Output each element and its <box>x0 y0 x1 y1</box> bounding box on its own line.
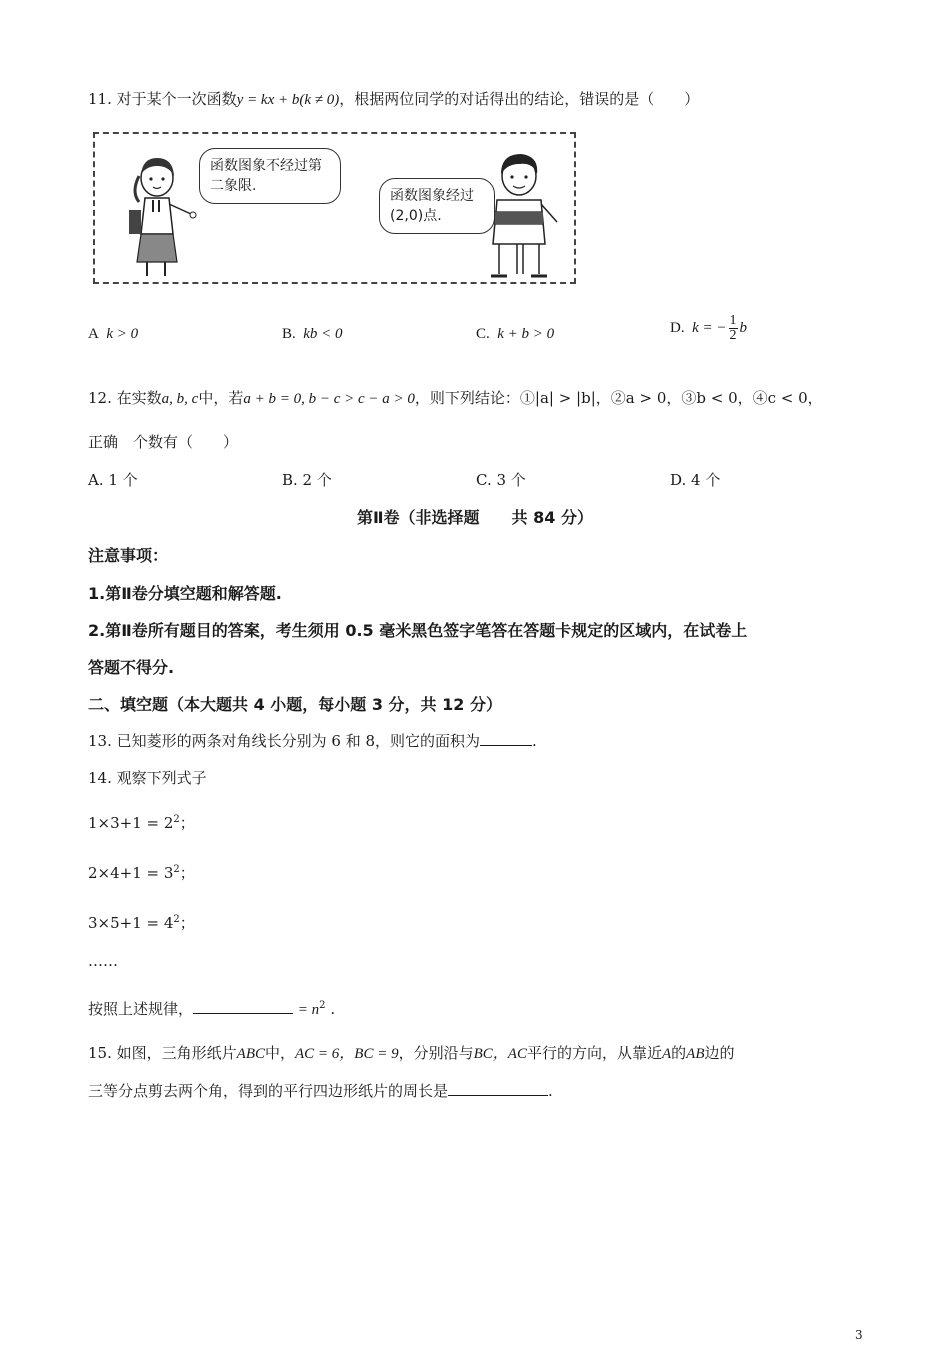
q14-rule-end: . <box>330 1000 336 1018</box>
boy-figure <box>479 148 569 280</box>
equation-separator: ； <box>179 864 195 882</box>
q15-text-2: 三等分点剪去两个角，得到的平行四边形纸片的周长是 <box>88 1082 449 1100</box>
section-title: 第Ⅱ卷（非选择题 共 84 分） <box>357 508 593 527</box>
q13-number: 13. <box>88 732 112 750</box>
q14-ellipsis: …… <box>88 952 118 970</box>
q14-rule-exponent: 2 <box>319 1000 326 1011</box>
q15-triangle: ABC <box>236 1046 265 1062</box>
q11-option-b-text: kb < 0 <box>303 326 343 342</box>
notice-item-2: 2.第Ⅱ卷所有题目的答案，考生须用 0.5 毫米黑色签字笔答在答题卡规定的区域内，在试卷上 <box>88 621 748 640</box>
q14-rule-rhs: = n <box>297 1002 320 1018</box>
q11-option-d-tail: b <box>739 319 747 336</box>
q15-number: 15. <box>88 1044 112 1062</box>
q11-stem-text: 对于某个一次函数 <box>116 90 237 108</box>
q14-text: 观察下列式子 <box>116 769 207 787</box>
q15-point-a: A <box>661 1046 672 1062</box>
q12-stem-line2: 正确 个数有（ ） <box>88 433 239 451</box>
equation-text: 3×5+1 = 4 <box>88 914 174 932</box>
fraction-numerator: 1 <box>729 313 737 328</box>
equation-separator: ； <box>179 814 195 832</box>
q11-option-d-label: D. <box>670 319 685 336</box>
q14-rule-text: 按照上述规律， <box>88 1000 194 1018</box>
page-number: 3 <box>855 1328 863 1342</box>
q12-option-c[interactable]: C. 3 个 <box>476 471 526 489</box>
q11-option-c-label: C. <box>476 326 490 342</box>
q14-rule <box>88 998 335 1019</box>
q12-text-b: 中，若 <box>198 389 244 407</box>
q15-text-b: 中， <box>265 1044 296 1062</box>
notice-title: 注意事项： <box>88 546 169 565</box>
equation-exponent: 2 <box>173 864 180 875</box>
equation-exponent: 2 <box>173 914 180 925</box>
q11-option-d-text: k = − <box>692 319 727 336</box>
q14-stem <box>88 767 207 788</box>
q11-dialogue-figure <box>93 132 576 284</box>
q15-line2 <box>88 1080 553 1101</box>
q14-answer-blank[interactable] <box>193 999 293 1014</box>
notice-item-2-cont: 答题不得分. <box>88 658 175 677</box>
q15-end: . <box>548 1082 553 1100</box>
q15-text-f: 边的 <box>704 1044 735 1062</box>
q11-option-a-label: A <box>88 326 99 342</box>
q15-text-d: 平行的方向，从靠近 <box>526 1044 662 1062</box>
q15-text-e: 的 <box>671 1044 687 1062</box>
q11-option-a[interactable] <box>88 326 138 343</box>
q11-number: 11. <box>88 90 112 108</box>
q15-text-a: 如图，三角形纸片 <box>116 1044 237 1062</box>
q14-equation-1 <box>88 812 195 833</box>
q11-option-b-label: B. <box>282 326 296 342</box>
equation-text: 2×4+1 = 3 <box>88 864 174 882</box>
q15-answer-blank[interactable] <box>448 1081 548 1096</box>
q15-line1 <box>88 1042 735 1063</box>
q12-option-a[interactable]: A. 1 个 <box>88 471 138 489</box>
q11-formula: y = kx + b(k ≠ 0) <box>236 92 340 108</box>
equation-exponent: 2 <box>173 814 180 825</box>
girl-speech-bubble: 函数图象不经过第二象限. <box>199 148 341 204</box>
fraction-half <box>729 314 738 343</box>
q12-number: 12. <box>88 389 112 407</box>
q14-equation-3 <box>88 912 195 933</box>
part-title: 二、填空题（本大题共 4 小题，每小题 3 分，共 12 分） <box>88 695 502 714</box>
q15-condition: AC = 6，BC = 9 <box>295 1046 399 1062</box>
q11-stem-tail: ，根据两位同学的对话得出的结论，错误的是（ ） <box>339 90 700 108</box>
q15-side-ab: AB <box>686 1046 705 1062</box>
q12-option-b[interactable]: B. 2 个 <box>282 471 332 489</box>
q13 <box>88 730 537 751</box>
girl-figure <box>117 152 207 280</box>
q11-stem <box>88 88 699 109</box>
boy-speech-bubble: 函数图象经过(2,0)点. <box>379 178 495 234</box>
fraction-denominator: 2 <box>729 328 737 343</box>
q14-equation-2 <box>88 862 195 883</box>
q13-end: . <box>532 732 537 750</box>
equation-text: 1×3+1 = 2 <box>88 814 174 832</box>
q11-option-c-text: k + b > 0 <box>497 326 555 342</box>
q15-text-c: ，分别沿与 <box>398 1044 474 1062</box>
q12-condition: a + b = 0, b − c > c − a > 0 <box>243 391 415 407</box>
q13-answer-blank[interactable] <box>480 731 532 746</box>
q11-option-b[interactable] <box>282 326 343 343</box>
q12-variables: a, b, c <box>161 391 199 407</box>
notice-item-1: 1.第Ⅱ卷分填空题和解答题. <box>88 584 282 603</box>
q12-text-a: 在实数 <box>116 389 162 407</box>
q14-number: 14. <box>88 769 112 787</box>
q15-directions: BC，AC <box>473 1046 527 1062</box>
q11-option-c[interactable] <box>476 326 554 343</box>
q12-stem-line1 <box>88 387 823 408</box>
q12-conclusions: ，则下列结论：①|a| > |b|，②a > 0，③b < 0，④c < 0， <box>414 389 823 407</box>
q11-option-a-text: k > 0 <box>106 326 139 342</box>
q13-text: 已知菱形的两条对角线长分别为 6 和 8，则它的面积为 <box>116 732 481 750</box>
q12-option-d[interactable]: D. 4 个 <box>670 471 721 489</box>
q11-option-d[interactable] <box>670 314 747 343</box>
equation-separator: ； <box>179 914 195 932</box>
